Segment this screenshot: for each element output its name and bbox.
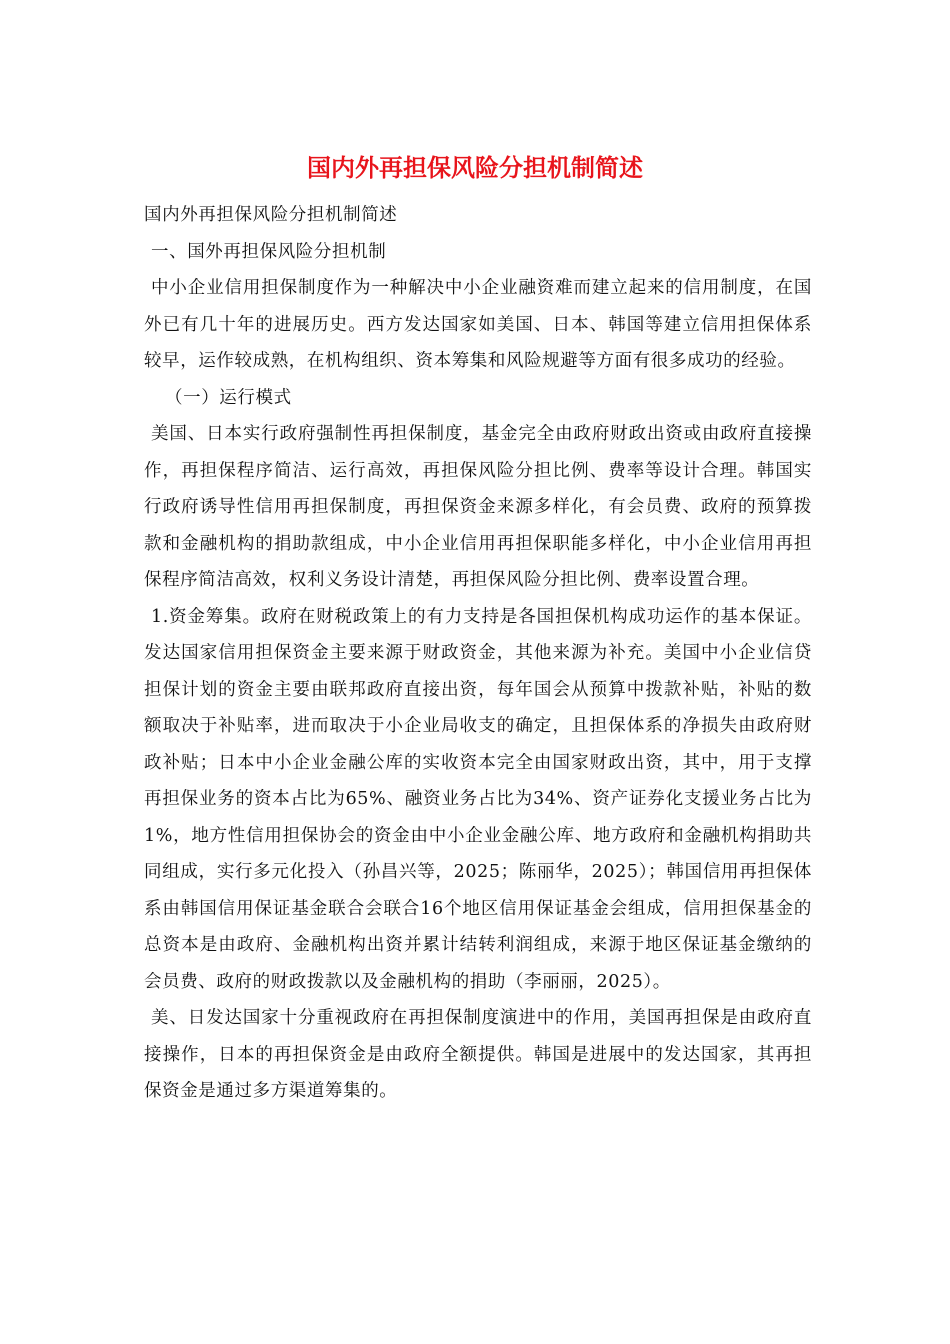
paragraph-operation-mode: 美国、日本实行政府强制性再担保制度，基金完全由政府财政出资或由政府直接操作，再担保程序简洁、运行高效，再担保风险分担比例、费率等设计合理。韩国实行政府诱导性信用再担保制度，再担保资金来源多样化，有会员费、政府的预算拨款和金融机构的捐助款组成，中小企业信用再担保职能多样化，中小企业信用再担保程序简洁高效，权利义务设计清楚，再担保风险分担比例、费率设置合理。 [144, 424, 812, 590]
section-heading-foreign-mechanism: 一、国外再担保风险分担机制 [151, 241, 387, 262]
paragraph-government-role: 美、日发达国家十分重视政府在再担保制度演进中的作用，美国再担保是由政府直接操作，日本的再担保资金是由政府全额提供。韩国是进展中的发达国家，其再担保资金是通过多方渠道筹集的。 [144, 1008, 812, 1101]
paragraph-subtitle: 国内外再担保风险分担机制简述 [144, 205, 398, 225]
document-body [144, 197, 812, 1110]
subsection-heading-operation-mode: （一）运行模式 [165, 387, 292, 408]
paragraph-fund-raising: 1.资金筹集。政府在财税政策上的有力支持是各国担保机构成功运作的基本保证。发达国家信用担保资金主要来源于财政资金，其他来源为补充。美国中小企业信贷担保计划的资金主要由联邦政府直接出资，每年国会从预算中拨款补贴，补贴的数额取决于补贴率，进而取决于小企业局收支的确定，且担保体系的净损失由政府财政补贴；日本中小企业金融公库的实收资本完全由国家财政出资，其中，用于支撑再担保业务的资本占比为65%、融资业务占比为34%、资产证券化支援业务占比为1%，地方性信用担保协会的资金由中小企业金融公库、地方政府和金融机构捐助共同组成，实行多元化投入（孙昌兴等，2025；陈丽华，2025）；韩国信用再担保体系由韩国信用保证基金联合会联合16个地区信用保证基金会组成，信用担保基金的总资本是由政府、金融机构出资并累计结转利润组成，来源于地区保证基金缴纳的会员费、政府的财政拨款以及金融机构的捐助（李丽丽，2025）。 [144, 606, 812, 992]
document-title: 国内外再担保风险分担机制简述 [307, 153, 643, 182]
paragraph-intro: 中小企业信用担保制度作为一种解决中小企业融资难而建立起来的信用制度，在国外已有几十年的进展历史。西方发达国家如美国、日本、韩国等建立信用担保体系较早，运作较成熟，在机构组织、资本筹集和风险规避等方面有很多成功的经验。 [144, 278, 812, 371]
